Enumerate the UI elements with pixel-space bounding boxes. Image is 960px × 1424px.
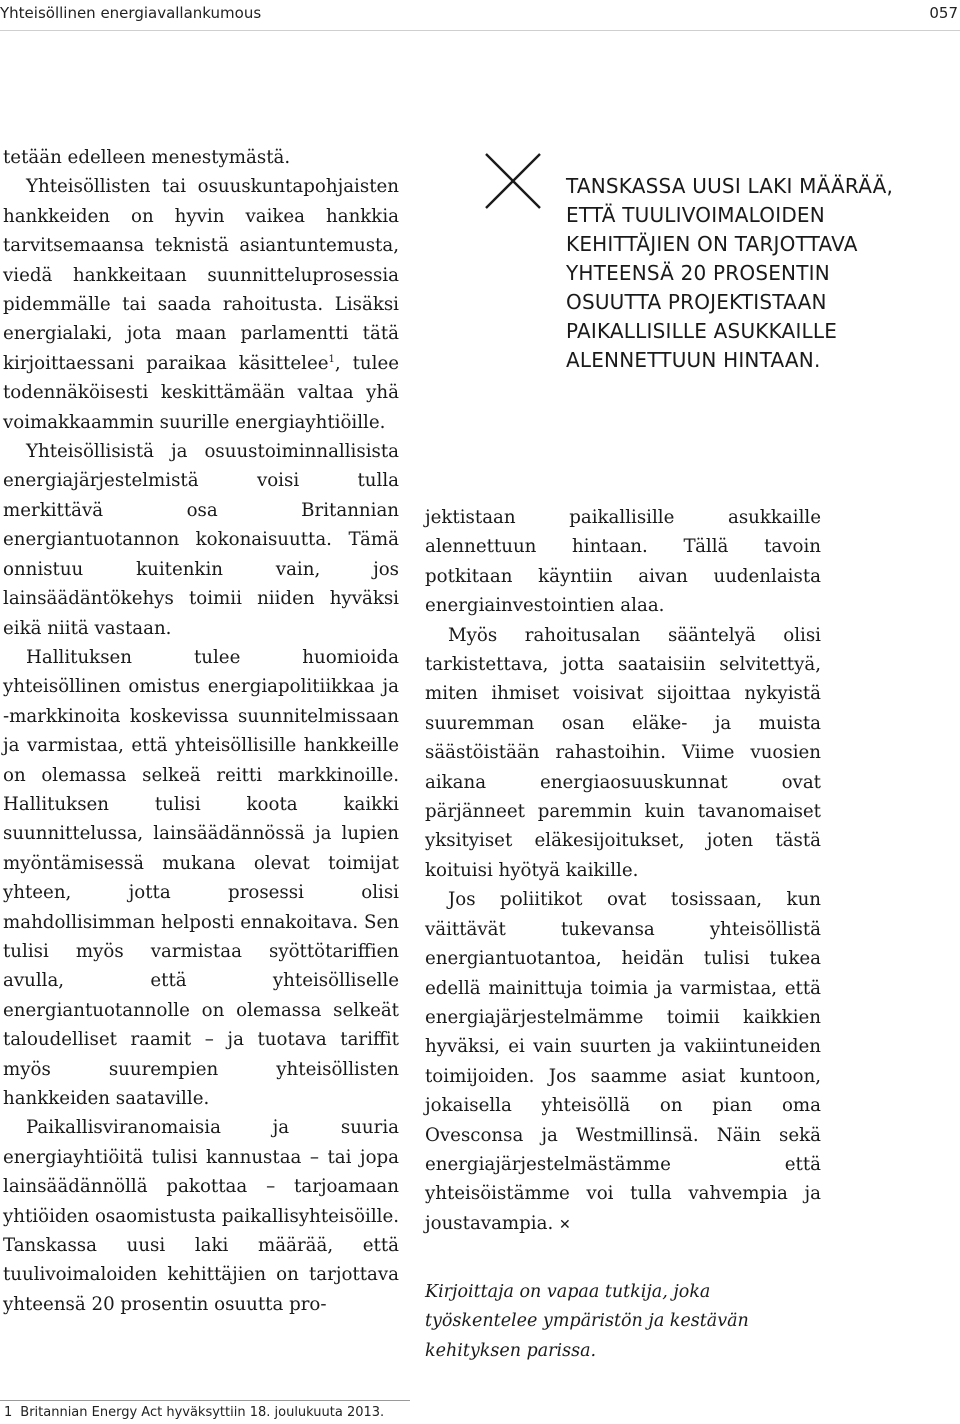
footnote-number: 1 [4,1405,13,1420]
pull-quote-line: KEHITTÄJIEN ON TARJOTTAVA [566,232,858,256]
paragraph [425,885,821,1240]
paragraph: Yhteisöllisistä ja osuustoiminnallisista energiajärjestelmistä voisi tulla merkittävä osa Britannian energiantuotannon kokonaisuutta. Tämä onnistuu kuitenkin vain, jos lainsäädäntökehys toimii niiden hyväksi eikä niitä vastaan. [3,441,399,639]
byline-line: Kirjoittaja on vapaa tutkija, joka [425,1282,711,1302]
footnote-divider [0,1400,410,1401]
byline-line: työskentelee ympäristön ja kestävän [425,1311,749,1332]
running-head-title: Yhteisöllinen energiavallankumous [0,4,262,22]
x-mark-icon [484,152,542,210]
paragraph-text: Jos poliitikot ovat tosissaan, kun väittävät tukevansa yhteisöllistä energiantuotantoa, heidän tulisi tukea edellä mainittuja toimia ja varmistaa, että energiajärjestelmämme toimii kaikkien hyväksi, ei vain suurten ja vakiintuneiden toimijoiden. Jos saamme asiat kuntoon, jokaisella yhteisöllä on pian oma Ovesconsa ja Westmillinsä. Näin sekä energiajärjestelmästämme että yhteisöistämme voi tulla vahvempia ja joustavampia. [425,889,821,1234]
pull-quote-line: PAIKALLISILLE ASUKKAILLE [566,319,838,343]
pull-quote-line: YHTEENSÄ 20 PROSENTIN [566,261,830,285]
paragraph-text: , tulee todennäköisesti keskittämään valtaa yhä voimakkaammin suurille energiayhtiöille. [3,352,399,433]
paragraph: Hallituksen tulee huomioida yhteisöllinen omistus energiapolitiikkaa ja -markkinoita koskevissa suunnitelmissaan ja varmistaa, että yhteisöllisille hankkeille on olemassa selkeä reitti markkinoille. Hallituksen tulisi koota kaikki suunnittelussa, lainsäädännössä ja lupien myöntämisessä mukana olevat toimijat yhteen, jotta prosessi olisi mahdollisimman helposti ennakoitava. Sen tulisi myös varmistaa syöttötariffien avulla, että yhteisölliselle energiantuotannolle on olemassa selkeät taloudelliset raamit – ja tuotava tariffit myös suurempien yhteisöllisten hankkeiden saataville. [3,646,399,1109]
pull-quote [566,172,956,375]
paragraph: Myös rahoitusalan sääntelyä olisi tarkistettava, jotta saataisiin selvitettyä, miten ihmiset voisivat sijoittaa nykyistä suuremman osan eläke- ja muista säästöistään rahastoihin. Viime vuosien aikana energiaosuuskunnat ovat pärjänneet paremmin kuin tavanomaiset yksityiset eläkesijoitukset, joten tästä koituisi hyötyä kaikille. [425,624,821,881]
paragraph [3,172,399,437]
right-column [425,503,821,1240]
pull-quote-line: OSUUTTA PROJEKTISTAAN [566,290,827,314]
author-byline [425,1278,825,1366]
paragraph: jektistaan paikallisille asukkaille alennettuun hintaan. Tällä tavoin potkitaan käyntiin aivan uudenlaista energiainvestointien alaa. [425,507,821,617]
left-column [3,143,399,1319]
running-head [0,0,960,31]
page-number: 057 [929,4,958,22]
footnote-reference: 1 [328,353,335,365]
paragraph: tetään edelleen menestymästä. [3,147,291,168]
footnote-text: Britannian Energy Act hyväksyttiin 18. joulukuuta 2013. [20,1405,385,1420]
paragraph: Paikallisviranomaisia ja suuria energiayhtiöitä tulisi kannustaa – tai jopa lainsäädännöllä pakottaa – tarjoamaan yhtiöiden osaomistusta paikallisyhteisöille. Tanskassa uusi laki määrää, että tuulivoimaloiden kehittäjien on tarjottava yhteensä 20 prosentin osuutta pro- [3,1117,399,1315]
end-mark-icon: ✕ [559,1216,571,1233]
pull-quote-line: TANSKASSA UUSI LAKI MÄÄRÄÄ, [566,174,894,198]
pull-quote-line: ALENNETTUUN HINTAAN. [566,348,821,372]
byline-line: kehityksen parissa. [425,1340,597,1361]
paragraph-text: Yhteisöllisten tai osuuskuntapohjaisten hankkeiden on hyvin vaikea hankkia tarvitsemaansa teknistä asiantuntemusta, viedä hankkeitaan suunnitteluprosessia pidemmälle tai saada rahoitusta. Lisäksi energialaki, jota maan parlamentti tätä kirjoittaessani paraikaa käsittelee [3,176,399,374]
pull-quote-line: ETTÄ TUULIVOIMALOIDEN [566,203,825,227]
footnote [4,1405,384,1420]
